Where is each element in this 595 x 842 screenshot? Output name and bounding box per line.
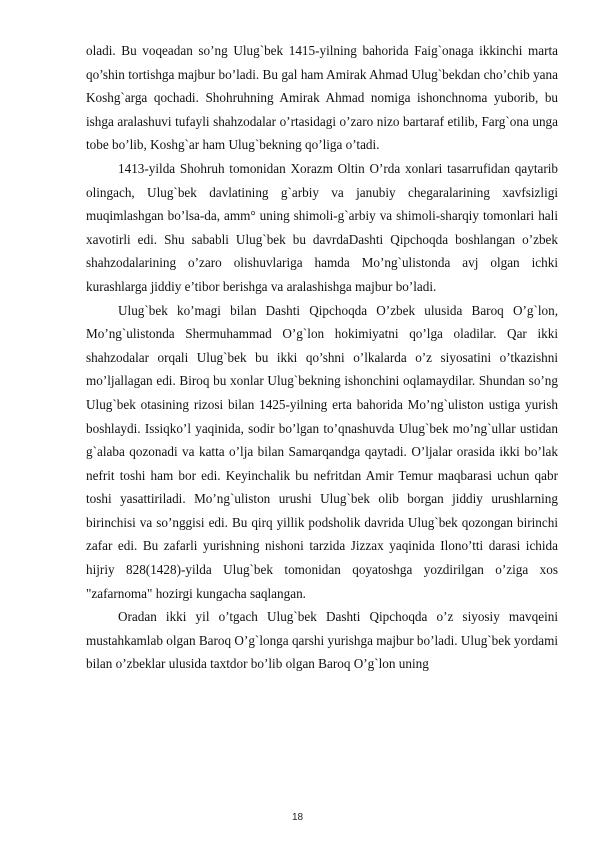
body-text (86, 39, 558, 676)
paragraph-continuation: oladi. Bu voqeadan so’ng Ulug`bek 1415-yilning bahorida Faig`onaga ikkinchi marta qo’shin tortishga majbur bo’ladi. Bu gal ham Amirak Ahmad Ulug`bekdan cho’chib yana Koshg`arga qochadi. Shohruhning Amirak Ahmad nomiga ishonchnoma yuborib, bu ishga aralashuvi tufayli shahzodalar o’rtasidagi o’zaro nizo bartaraf etilib, Farg`ona unga tobe bo’lib, Koshg`ar ham Ulug`bekning qo’liga o’tadi. (86, 43, 558, 153)
paragraph-baroq: Oradan ikki yil o’tgach Ulug`bek Dashti Qipchoqda o’z siyosiy mavqeini mustahkamlab olgan Baroq O’g`longa qarshi yurishga majbur bo’ladi. Ulug`bek yordami bilan o’zbeklar ulusida taxtdor bo’lib olgan Baroq O’g`lon uning (86, 609, 558, 672)
paragraph-mongoliston: Ulug`bek ko’magi bilan Dashti Qipchoqda O’zbek ulusida Baroq O’g`lon, Mo’ng`ulistonda Shermuhammad O’g`lon hokimiyatni qo’lga oladilar. Qar ikki shahzodalar orqali Ulug`bek bu ikki qo’shni o’lkalarda o’z siyosatini o’tkazishni mo’ljallagan edi. Biroq bu xonlar Ulug`bekning ishonchini oqlamaydilar. Shundan so’ng Ulug`bek otasining rizosi bilan 1425-yilning erta bahorida Mo’ng`uliston ustiga yurish boshlaydi. Issiqko’l yaqinida, sodir bo’lgan to’qnashuvda Ulug`bek mo’ng`ullar ustidan g`alaba qozonadi va katta o’lja bilan Samarqandga qaytadi. O’ljalar orasida ikki bo’lak nefrit toshi ham bor edi. Keyinchalik bu nefritdan Amir Temur maqbarasi uchun qabr toshi yasattiriladi. Mo’ng`uliston urushi Ulug`bek olib borgan jiddiy urushlarning birinchisi va so’nggisi edi. Bu qirq yillik podsholik davrida Ulug`bek qozongan birinchi zafar edi. Bu zafarli yurishning nishoni tarzida Jizzax yaqinida Ilono’tti darasi ichida hijriy 828(1428)-yilda Ulug`bek tomonidan qoyatoshga yozdirilgan o’ziga xos "zafarnoma" hozirgi kungacha saqlangan. (86, 302, 558, 601)
paragraph-xorazm: 1413-yilda Shohruh tomonidan Xorazm Oltin O’rda xonlari tasarrufidan qaytarib olingach, Ulug`bek davlatining g`arbiy va janubiy chegaralarining xavfsizligi muqimlashgan bo’lsa-da, amm° uning shimoli-g`arbiy va shimoli-sharqiy tomonlari hali xavotirli edi. Shu sababli Ulug`bek bu davrdaDashti Qipchoqda boshlangan o’zbek shahzodalarining o’zaro olishuvlariga hamda Mo’ng`ulistonda avj olgan ichki kurashlarga jiddiy e’tibor berishga va aralashishga majbur bo’ladi. (86, 160, 558, 294)
page-number: 18 (291, 812, 304, 823)
